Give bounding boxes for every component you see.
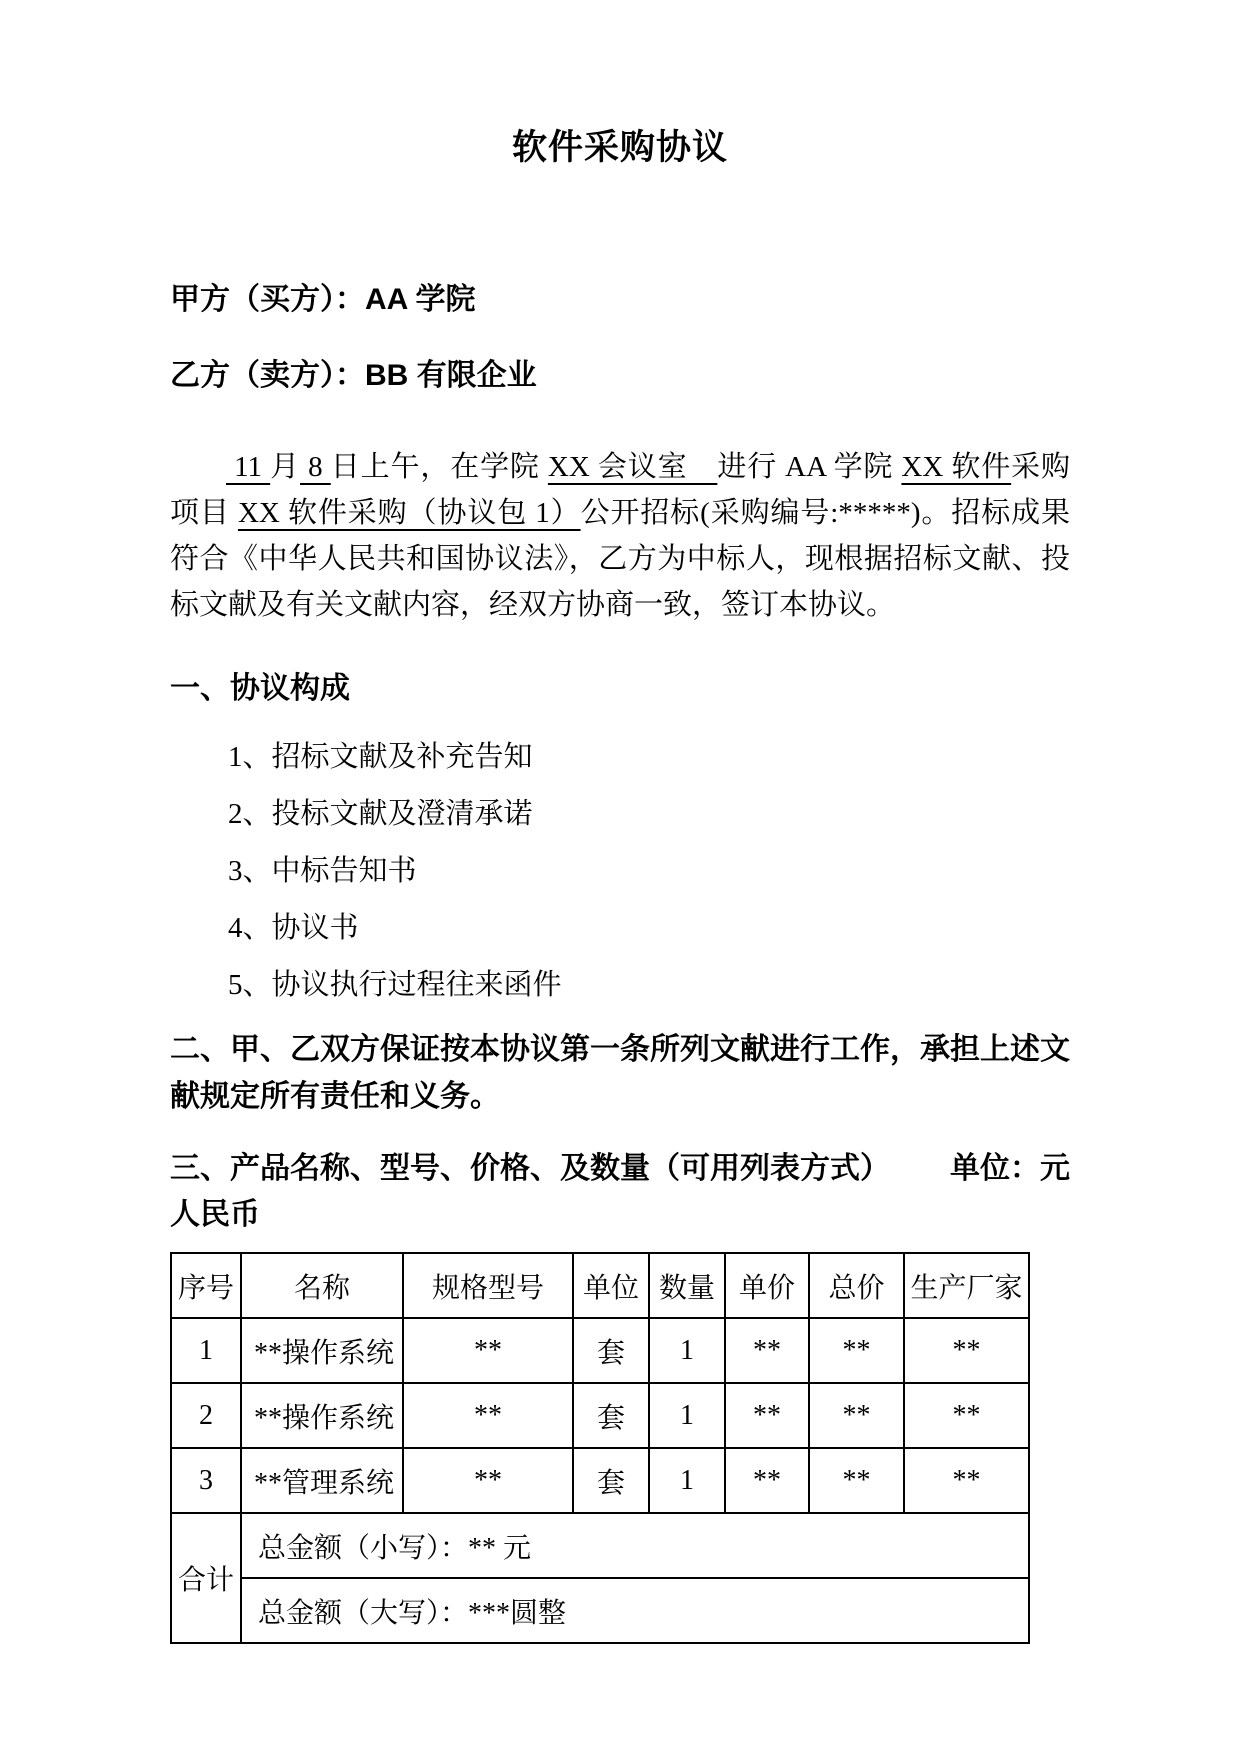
table-row-3 bbox=[171, 1448, 1029, 1513]
cell-index: 3 bbox=[171, 1448, 241, 1513]
list-item-2: 2、投标文献及澄清承诺 bbox=[228, 798, 533, 830]
products-table bbox=[170, 1252, 1030, 1644]
header-quantity: 数量 bbox=[649, 1253, 725, 1318]
cell-manufacturer: ** bbox=[904, 1448, 1029, 1513]
header-manufacturer: 生产厂家 bbox=[904, 1253, 1029, 1318]
party-a-line: 甲方（买方）：AA 学院 bbox=[170, 283, 476, 316]
section-3-heading-row bbox=[170, 1146, 1070, 1238]
header-unit: 单位 bbox=[573, 1253, 649, 1318]
intro-package-name-value: XX 软件采购（协议包 1） bbox=[237, 497, 581, 529]
intro-segment-1: 月 bbox=[270, 451, 301, 483]
cell-unit: 套 bbox=[573, 1318, 649, 1383]
total-amount-large-cell: 总金额（大写）：***圆整 bbox=[241, 1578, 1029, 1643]
cell-unit-price: ** bbox=[725, 1383, 809, 1448]
cell-quantity: 1 bbox=[649, 1448, 725, 1513]
intro-project-name-value: XX 软件 bbox=[901, 451, 1012, 483]
unit-label: 单位：元人民币 bbox=[170, 1152, 1070, 1231]
header-model: 规格型号 bbox=[403, 1253, 573, 1318]
intro-date-day-value: 8 bbox=[300, 451, 331, 483]
table-total-row-small bbox=[171, 1513, 1029, 1578]
party-b-line: 乙方（卖方）：BB 有限企业 bbox=[170, 359, 537, 392]
section-3-heading: 三、产品名称、型号、价格、及数量（可用列表方式） bbox=[170, 1152, 890, 1185]
intro-paragraph bbox=[170, 444, 1070, 628]
cell-model: ** bbox=[403, 1383, 573, 1448]
list-item-3: 3、中标告知书 bbox=[228, 855, 417, 887]
cell-manufacturer: ** bbox=[904, 1318, 1029, 1383]
cell-index: 1 bbox=[171, 1318, 241, 1383]
list-item-1: 1、招标文献及补充告知 bbox=[228, 741, 533, 773]
table-total-row-large bbox=[171, 1578, 1029, 1643]
list-item-5: 5、协议执行过程往来函件 bbox=[228, 969, 562, 1001]
cell-unit: 套 bbox=[573, 1448, 649, 1513]
section-1-heading: 一、协议构成 bbox=[170, 672, 350, 705]
intro-segment-9: 公开招标(采购编号:*****)。招标成果符合《中华人民共和国协议法》，乙方为中标人，现根据招标文献、投标文献及有关文献内容，经双方协商一致，签订本协议。 bbox=[170, 497, 1070, 621]
cell-name: **操作系统 bbox=[241, 1318, 403, 1383]
list-item-4: 4、协议书 bbox=[228, 912, 359, 944]
header-unit-price: 单价 bbox=[725, 1253, 809, 1318]
header-total-price: 总价 bbox=[809, 1253, 904, 1318]
cell-model: ** bbox=[403, 1318, 573, 1383]
cell-model: ** bbox=[403, 1448, 573, 1513]
cell-total-price: ** bbox=[809, 1448, 904, 1513]
cell-name: **管理系统 bbox=[241, 1448, 403, 1513]
table-header-row bbox=[171, 1253, 1029, 1318]
intro-meeting-room-value: XX 会议室 bbox=[547, 451, 718, 483]
cell-total-price: ** bbox=[809, 1383, 904, 1448]
header-name: 名称 bbox=[241, 1253, 403, 1318]
agreement-components-list bbox=[170, 740, 1070, 1002]
intro-segment-5: 进行 AA 学院 bbox=[717, 451, 902, 483]
cell-unit-price: ** bbox=[725, 1448, 809, 1513]
intro-segment-3: 日上午，在学院 bbox=[330, 451, 548, 483]
header-index: 序号 bbox=[171, 1253, 241, 1318]
cell-quantity: 1 bbox=[649, 1318, 725, 1383]
document-title: 软件采购协议 bbox=[511, 128, 728, 167]
total-label-cell: 合计 bbox=[171, 1513, 241, 1643]
section-2-text: 二、甲、乙双方保证按本协议第一条所列文献进行工作，承担上述文献规定所有责任和义务。 bbox=[170, 1033, 1070, 1113]
cell-unit-price: ** bbox=[725, 1318, 809, 1383]
cell-name: **操作系统 bbox=[241, 1383, 403, 1448]
cell-total-price: ** bbox=[809, 1318, 904, 1383]
intro-date-month-value: 11 bbox=[226, 451, 271, 483]
cell-manufacturer: ** bbox=[904, 1383, 1029, 1448]
table-row-2 bbox=[171, 1383, 1029, 1448]
cell-unit: 套 bbox=[573, 1383, 649, 1448]
intro-segment-7: 采购项目 bbox=[170, 451, 1070, 529]
cell-index: 2 bbox=[171, 1383, 241, 1448]
cell-quantity: 1 bbox=[649, 1383, 725, 1448]
total-amount-small-cell: 总金额（小写）：** 元 bbox=[241, 1513, 1029, 1578]
table-row-1 bbox=[171, 1318, 1029, 1383]
